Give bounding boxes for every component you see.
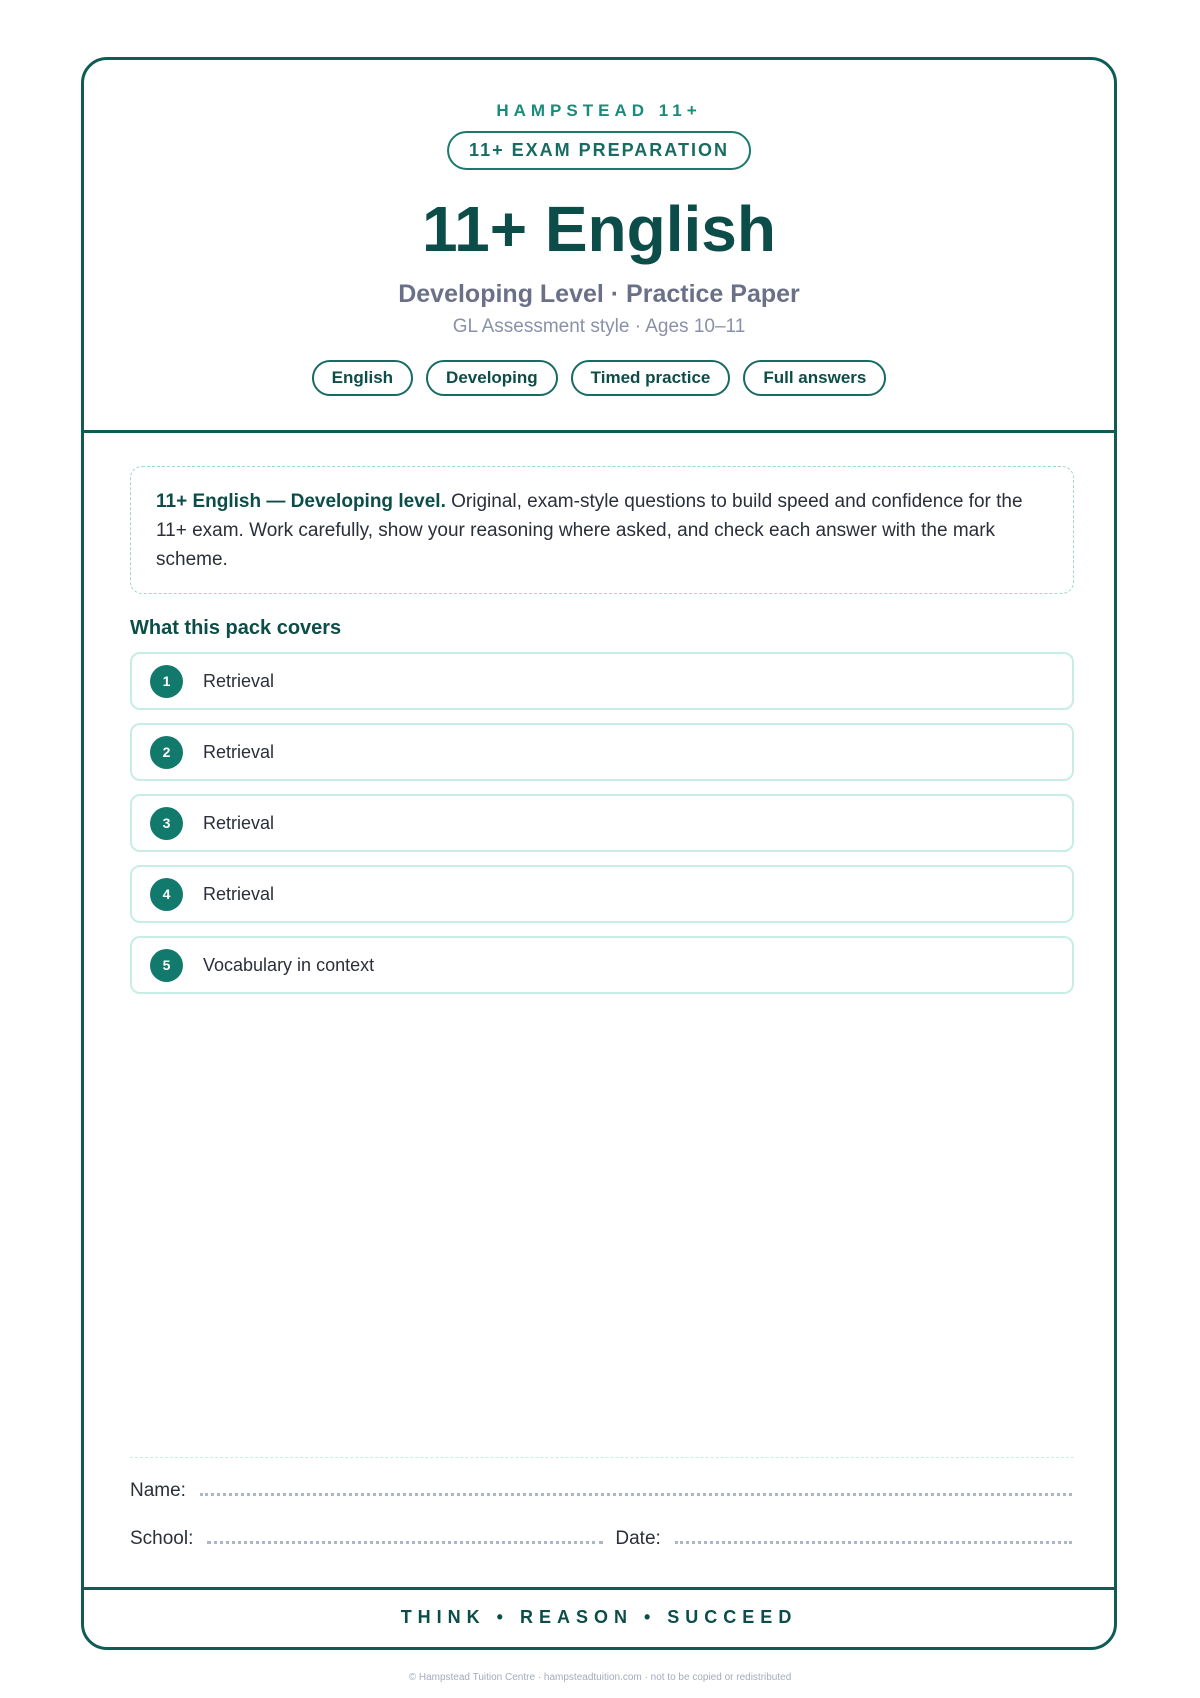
cover-header: [84, 60, 1114, 433]
tag-developing: Developing: [426, 360, 558, 396]
item-number-badge: 3: [150, 807, 183, 840]
school-field[interactable]: [207, 1540, 603, 1544]
name-field-row: [130, 1480, 1072, 1502]
exam-prep-badge: 11+ EXAM PREPARATION: [447, 131, 751, 170]
item-label: Retrieval: [203, 812, 275, 833]
paper-meta: GL Assessment style · Ages 10–11: [452, 316, 746, 337]
page-subtitle: Developing Level · Practice Paper: [398, 280, 800, 308]
tag-list: [84, 360, 1114, 396]
brand-name: HAMPSTEAD 11+: [496, 101, 702, 120]
name-field[interactable]: [200, 1492, 1072, 1496]
school-label: School:: [130, 1528, 194, 1549]
item-label: Retrieval: [203, 741, 275, 762]
item-number-badge: 2: [150, 736, 183, 769]
item-number-badge: 1: [150, 665, 183, 698]
intro-box: [130, 466, 1074, 594]
covers-list: [130, 652, 1074, 1007]
school-date-row: [130, 1528, 1072, 1550]
section-divider: [130, 1457, 1074, 1458]
item-label: Retrieval: [203, 670, 275, 691]
date-field[interactable]: [675, 1540, 1072, 1544]
covers-heading: What this pack covers: [130, 617, 342, 639]
list-item: [130, 794, 1074, 852]
tag-full-answers: Full answers: [743, 360, 886, 396]
list-item: [130, 652, 1074, 710]
list-item: [130, 865, 1074, 923]
list-item: [130, 936, 1074, 994]
item-number-badge: 4: [150, 878, 183, 911]
intro-text: Original, exam-style questions to build speed and confidence for the 11+ exam. Work carefully, show your reasoning where asked, and check each answer with the mark scheme.: [156, 491, 1023, 570]
item-number-badge: 5: [150, 949, 183, 982]
page-title: 11+ English: [422, 193, 776, 265]
item-label: Vocabulary in context: [203, 954, 375, 975]
item-label: Retrieval: [203, 883, 275, 904]
copyright-notice: © Hampstead Tuition Centre · hampsteadtuition.com · not to be copied or redistributed: [408, 1672, 792, 1683]
intro-lead: 11+ English — Developing level.: [156, 491, 446, 512]
cover-page-frame: [81, 57, 1117, 1650]
tag-timed-practice: Timed practice: [571, 360, 731, 396]
tag-english: English: [312, 360, 413, 396]
footer-motto: THINK • REASON • SUCCEED: [84, 1587, 1114, 1647]
list-item: [130, 723, 1074, 781]
name-label: Name:: [130, 1480, 186, 1501]
date-label: Date:: [615, 1528, 661, 1549]
